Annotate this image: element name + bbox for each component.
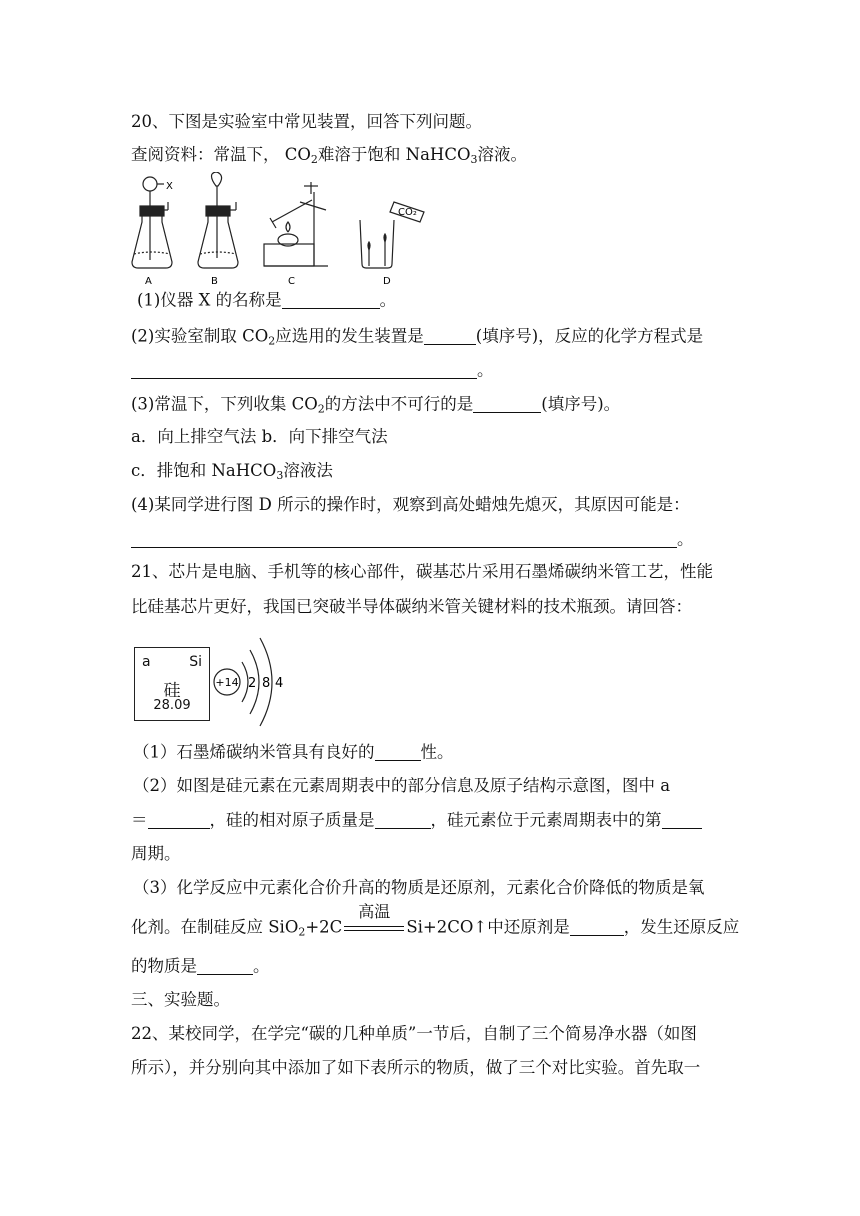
q21-s3-sub: 2 — [298, 925, 306, 939]
q21-s2-eq: ＝ — [131, 810, 148, 830]
q22-p2: 所示），并分别向其中添加了如下表所示的物质，做了三个对比实验。首先取一 — [131, 1058, 701, 1077]
q20-s2-text-a: (2)实验室制取 CO — [131, 326, 269, 346]
figure-label-b: B — [211, 276, 218, 287]
shell-2-electrons: 8 — [262, 676, 271, 691]
shell-1-electrons: 2 — [248, 676, 257, 691]
q21-s3-text-a: 化剂。在制硅反应 SiO — [131, 917, 299, 937]
q21-s3-text-b: +2C — [305, 917, 343, 937]
q21-p2: 比硅基芯片更好，我国已突破半导体碳纳米管关键材料的技术瓶颈。请回答： — [131, 597, 692, 616]
q20-info: 查阅资料：常温下， $CO_2$难溶于饱和 NaHCO$_3$溶液。 — [131, 145, 527, 166]
q21-s2-blank-1[interactable] — [148, 812, 210, 829]
q21-s3-line2 — [131, 902, 740, 939]
q21-s1-blank[interactable] — [375, 744, 421, 761]
reaction-arrow-icon — [342, 902, 406, 936]
q20-opt-c-text-b: 溶液法 — [283, 461, 333, 480]
q21-s3-end: 。 — [253, 956, 270, 976]
q20-s2 — [131, 326, 704, 348]
q20-opt-c-sub: 3 — [276, 469, 284, 482]
q20-s1-text: (1)仪器 X 的名称是 — [137, 290, 282, 310]
q20-s3-sub: 2 — [317, 402, 325, 416]
q20-s3-text-a: (3)常温下，下列收集 CO — [131, 394, 318, 414]
q21-s1-text: （1）石墨烯碳纳米管具有良好的 — [133, 742, 375, 762]
q21-s1 — [133, 744, 454, 761]
q20-opt-c-text-a: c．排饱和 NaHCO — [131, 461, 277, 480]
element-mass: 28.09 — [153, 698, 191, 713]
q21-s1-end: 性。 — [420, 742, 454, 762]
q21-s2-blank-3[interactable] — [662, 812, 702, 829]
figure-label-a: A — [145, 276, 152, 287]
q20-s4: (4)某同学进行图 D 所示的操作时，观察到高处蜡烛先熄灭，其原因可能是： — [131, 495, 690, 514]
nucleus-charge: +14 — [215, 676, 239, 689]
q21-s2-line3: 周期。 — [131, 844, 181, 863]
q20-s3-blank[interactable] — [473, 396, 541, 413]
q21-s2-text-b: ，硅的相对原子质量是 — [209, 810, 375, 830]
q21-s3-blank-1[interactable] — [570, 919, 624, 936]
q20-s2-blank-1[interactable] — [424, 328, 476, 345]
label-x: X — [166, 181, 173, 192]
q21-s3-text-d: ，发生还原反应 — [623, 917, 740, 937]
q20-s4-blank[interactable] — [131, 531, 677, 548]
q20-opt-c — [131, 463, 333, 480]
figure-label-d: D — [383, 276, 391, 287]
shell-3-electrons: 4 — [275, 676, 284, 691]
q20-s3-text-c: (填序号)。 — [541, 394, 621, 414]
element-card — [134, 647, 210, 721]
q20-s1-blank[interactable] — [282, 292, 380, 309]
flask-b-icon — [198, 172, 238, 268]
q20-s2-text-b: 应选用的发生装置是 — [275, 326, 424, 346]
q21-s2-blank-2[interactable] — [375, 812, 431, 829]
q21-s3-text-c: Si+2CO↑中还原剂是 — [406, 917, 570, 937]
q21-s3-text-e: 的物质是 — [131, 956, 197, 976]
q21-s3-blank-2[interactable] — [197, 958, 253, 975]
q22-p1: 22、某校同学，在学完“碳的几种单质”一节后，自制了三个简易净水器（如图 — [131, 1024, 697, 1043]
atom-structure-diagram — [208, 626, 292, 734]
q20-s2-blank-2[interactable] — [131, 362, 477, 379]
q21-s2-line1: （2）如图是硅元素在元素周期表中的部分信息及原子结构示意图，图中 a — [133, 776, 671, 795]
q21-p1: 21、芯片是电脑、手机等的核心部件，碳基芯片采用石墨烯碳纳米管工艺，性能 — [131, 562, 713, 581]
q20-s4-end: 。 — [677, 529, 694, 549]
q20-s3 — [131, 394, 621, 416]
section-heading: 三、实验题。 — [131, 990, 230, 1009]
q20-title: 20、下图是实验室中常见装置，回答下列问题。 — [131, 112, 482, 131]
q21-s3-line3 — [131, 958, 270, 975]
element-atomic-number: a — [142, 654, 151, 670]
q20-s1 — [137, 292, 396, 309]
q20-opt-ab: a．向上排空气法 b．向下排空气法 — [131, 427, 388, 446]
q20-s4-line2 — [131, 531, 694, 548]
element-symbol: Si — [189, 654, 202, 670]
q21-s2-text-c: ，硅元素位于元素周期表中的第 — [430, 810, 662, 830]
element-name: 硅 — [163, 681, 181, 701]
q20-s3-text-b: 的方法中不可行的是 — [324, 394, 474, 414]
figure-label-c: C — [288, 276, 295, 287]
q20-s1-end: 。 — [379, 290, 397, 310]
q21-s2-line2 — [131, 812, 702, 829]
label-co2: CO₂ — [398, 207, 417, 218]
heating-apparatus-c-icon — [264, 182, 328, 266]
q21-s3-line1: （3）化学反应中元素化合价升高的物质是还原剂，元素化合价降低的物质是氧 — [133, 878, 705, 897]
q20-s2-line2 — [131, 362, 494, 379]
q20-s2-text-c: (填序号)，反应的化学方程式是 — [475, 326, 704, 346]
q20-s2-end: 。 — [477, 360, 494, 380]
q20-s2-sub: 2 — [268, 334, 276, 348]
reaction-condition: 高温 — [358, 902, 391, 921]
apparatus-figure — [128, 172, 428, 290]
